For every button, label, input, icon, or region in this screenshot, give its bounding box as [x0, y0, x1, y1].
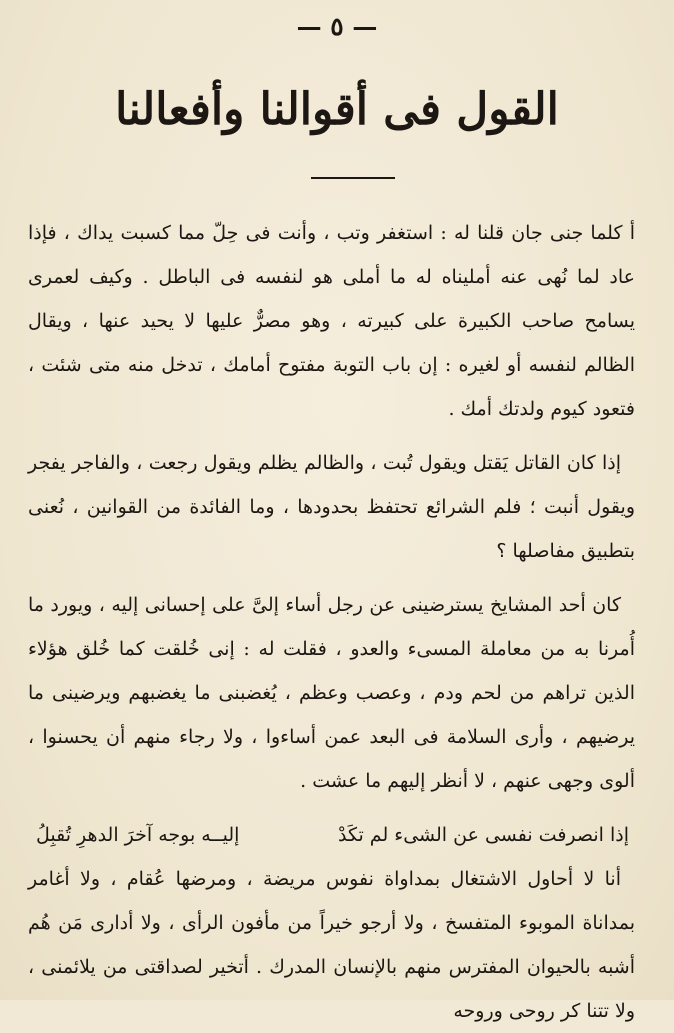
chapter-title: القول فى أقوالنا وأفعالنا — [115, 84, 559, 135]
paragraph-2: إذا كان القاتل يَقتل ويقول تُبت ، والظالم يظلم ويقول رجعت ، والفاجر يفجر ويقول أنبت ؛ فلم الشرائع تحتفظ بحدودها ، وما الفائدة من القوانين ، نُعنى بتطبيق مفاصلها ؟ — [28, 452, 635, 562]
paragraph-1: أ كلما جنى جان قلنا له : استغفر وتب ، وأنت فى حِلّ مما كسبت يداك ، فإذا عاد لما نُهى عنه أمليناه له ما أملى هو لنفسه فى الباطل . وكيف لعمرى يسامح صاحب الكبيرة على كبيرته ، وهو مصرٌّ عليها لا يحيد عنها ، ويقال الظالم لنفسه أو لغيره : إن باب التوبة مفتوح أمامك ، تدخل منه متى شئت ، فتعود كيوم ولدتك أمك . — [28, 222, 635, 420]
verse-first-hemistich: إذا انصرفت نفسى عن الشىء لم تكَدْ — [338, 824, 629, 846]
body-text — [28, 211, 635, 1033]
paragraph-4: أنا لا أحاول الاشتغال بمداواة نفوس مريضة ، ومرضها عُقام ، ولا أغامر بمداناة الموبوء المتفسخ ، ولا أرجو خيراً من مأفون الرأى ، ولا أدارى مَن هُم أشبه بالحيوان المفترس منهم بالإنسان المدرك . أتخير لصداقتى من يلائمنى ، ولا تتنا كر روحى وروحه — [28, 868, 635, 1022]
verse-second-hemistich: إليــه بوجه آخرَ الدهرِ تُقبِلُ — [36, 824, 240, 846]
poetry-verse — [28, 813, 635, 857]
title-divider — [311, 177, 395, 179]
paragraph-3: كان أحد المشايخ يسترضينى عن رجل أساء إلىَّ على إحسانى إليه ، ويورد ما أُمرنا به من معاملة المسىء والعدو ، فقلت له : إنى خُلقت كما خُلق هؤلاء الذين تراهم من لحم ودم ، وعصب وعظم ، يُغضبنى ما يغضبهم ويرضينى ما يرضيهم ، وأرى السلامة فى البعد عمن أساءوا ، ولا رجاء منهم أن يحسنوا ، ألوى وجهى عنهم ، لا أنظر إليهم ما عشت . — [28, 594, 635, 792]
page-number: — ٥ — — [296, 12, 378, 41]
